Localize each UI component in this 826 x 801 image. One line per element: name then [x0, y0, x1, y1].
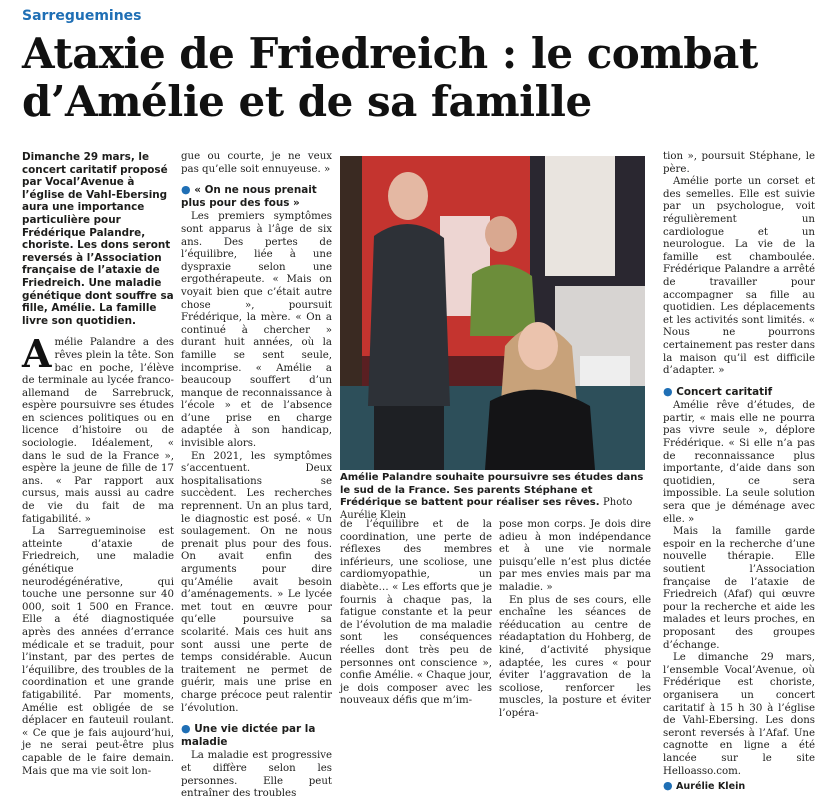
subheading: [181, 723, 332, 748]
subheading: [663, 386, 815, 399]
standfirst: Dimanche 29 mars, le concert caritatif proposé par Vocal’Avenue à l’église de Vahl-Ebersing aura une importance particulière pour Frédérique Palandre, choriste. Les dons seront reversés à l’Association française de l’ataxie de Friedreich. Une maladie génétique dont souffre sa fille, Amélie. La famille livre son quotidien.: [22, 151, 174, 327]
subheading: [181, 184, 332, 209]
paragraph: Mais la famille garde espoir en la recherche d’une nouvelle thérapie. Elle soutient l’Association française de l’ataxie de Friedreich (Afaf) qui œuvre pour la recherche et aide les malades et leurs proches, en proposant des groupes d’échange.: [663, 526, 815, 651]
paragraph: pose mon corps. Je dois dire adieu à mon indépendance et à une vie normale puisqu’elle n’est plus dictée par mes envies mais par ma maladie. »: [499, 519, 651, 593]
family-photo: [340, 156, 645, 470]
headline: Ataxie de Friedreich : le combat d’Amélie et de sa famille: [22, 29, 758, 126]
paragraph: Le dimanche 29 mars, l’ensemble Vocal’Avenue, où Frédérique est choriste, organisera un concert caritatif à 15 h 30 à l’église de Vahl-Ebersing. Les dons seront reversés à l’Afaf. Une cagnotte en ligne a été lancée sur le site Helloasso.com.: [663, 652, 815, 777]
family-photo-illustration: [340, 156, 645, 470]
paragraph: de l’équilibre et de la coordination, une perte de réflexes des membres inférieurs, une scoliose, une cardiomyopathie, un diabète… « Les efforts que je fournis à chaque pas, la fatigue constante et la peur de l’évolution de ma maladie sont les conséquences réelles dont très peu de personnes ont conscience », confie Amélie. « Chaque jour, je dois composer avec les nouveaux défis que m’im-: [340, 519, 492, 707]
author-signature: [663, 780, 815, 794]
paragraph: En plus de ses cours, elle enchaîne les séances de rééducation au centre de réadaptation du Hohberg, de kiné, d’activité physique adaptée, les cures « pour éviter l’aggravation de la scoliose, renforcer les muscles, la posture et éviter l’opéra-: [499, 594, 651, 719]
column-2: [181, 151, 332, 801]
bullet-icon: ●: [663, 779, 673, 793]
bullet-icon: ●: [181, 722, 191, 736]
paragraph: gue ou courte, je ne veux pas qu’elle soit ennuyeuse. »: [181, 151, 332, 175]
photo-caption: [340, 472, 645, 522]
caption-text: Amélie Palandre souhaite poursuivre ses études dans le sud de la France. Ses parents Stéphane et Frédérique se battent pour réaliser ses rêves.: [340, 472, 644, 508]
bullet-icon: ●: [181, 183, 191, 197]
paragraph: tion », poursuit Stéphane, le père.: [663, 151, 815, 175]
dropcap: A: [22, 331, 52, 377]
lead-paragraph: [22, 331, 174, 526]
paragraph: Les premiers symptômes sont apparus à l’âge de six ans. Des pertes de l’équilibre, liée à une dyspraxie selon une ergothérapeute. « Mais on voyait bien que c’était autre chose », poursuit Frédérique, la mère. « On a continué à chercher » durant huit années, où la famille se sent seule, incomprise. « Amélie a beaucoup souffert d’un manque de reconnaissance à l’école » et de l’absence d’une prise en charge adaptée à son handicap, invisible alors.: [181, 211, 332, 450]
paragraph: En 2021, les symptômes s’accentuent. Deux hospitalisations se succèdent. Les recherches reprennent. Un an plus tard, le diagnostic est posé. « Un soulagement. On ne nous prenait plus pour des fous. On avait enfin des arguments pour dire qu’Amélie avait besoin d’aménagements. » Le lycée met tout en œuvre pour qu’elle poursuive sa scolarité. Mais ces huit ans sont aussi une perte de temps considérable. Aucun traitement ne permet de guérir, mais une prise en charge précoce peut ralentir l’évolution.: [181, 450, 332, 714]
bullet-icon: ●: [663, 384, 673, 398]
column-4: [499, 519, 651, 721]
column-3: [340, 519, 492, 708]
paragraph: La Sarregueminoise est atteinte d’ataxie de Friedreich, une maladie génétique neurodégénérative, qui touche une personne sur 40 000, soit 1 500 en France. Elle a été diagnostiquée après des années d’errance médicale et se traduit, pour l’instant, par des pertes de l’équilibre, des troubles de la coordination et une grande fatigabilité. Par moments, Amélie est obligée de se déplacer en fauteuil roulant. « Ce que je fais aujourd’hui, je ne serai peut-être plus capable de le faire demain. Mais que ma vie soit lon-: [22, 526, 174, 777]
column-5: [663, 151, 815, 794]
subheading-text: « On ne nous prenait plus pour des fous »: [181, 184, 317, 209]
subheading-text: Concert caritatif: [676, 385, 773, 398]
section-kicker: Sarreguemines: [22, 8, 142, 24]
paragraph: Amélie porte un corset et des semelles. Elle est suivie par un psychologue, voit régulièrement un cardiologue et un neurologue. La vie de la famille est chamboulée. Frédérique Palandre a arrêté de travailler pour accompagner sa fille au quotidien. Les déplacements et les activités sont limités. « Nous ne pourrons certainement pas rester dans la maison qu’il est difficile d’adapter. »: [663, 176, 816, 377]
paragraph: La maladie est progressive et diffère selon les personnes. Elle peut entraîner des troubles: [181, 750, 332, 800]
subheading-text: Une vie dictée par la maladie: [181, 723, 316, 748]
photo-credit: Photo Aurélie Klein: [340, 497, 633, 521]
lead-paragraph-text: mélie Palandre a des rêves plein la tête. Son bac en poche, l’élève de terminale au lycée franco-allemand de Sarrebruck, espère poursuivre ses études en sciences politiques ou en licence d’histoire ou de sociologie. Idéalement, « dans le sud de la France », espère la jeune de fille de 17 ans. « Par rapport aux cursus, mais aussi au cadre de vie du fait de ma fatigabilité. »: [22, 337, 174, 525]
author-name: Aurélie Klein: [675, 781, 746, 793]
paragraph: Amélie rêve d’études, de partir, « mais elle ne pourra pas vivre seule », déplore Frédérique. « Si elle n’a pas de reconnaissance plus importante, d’aide dans son quotidien, ce sera impossible. La seule solution sera que je déménage avec elle. »: [663, 400, 815, 525]
column-1: [22, 151, 174, 778]
